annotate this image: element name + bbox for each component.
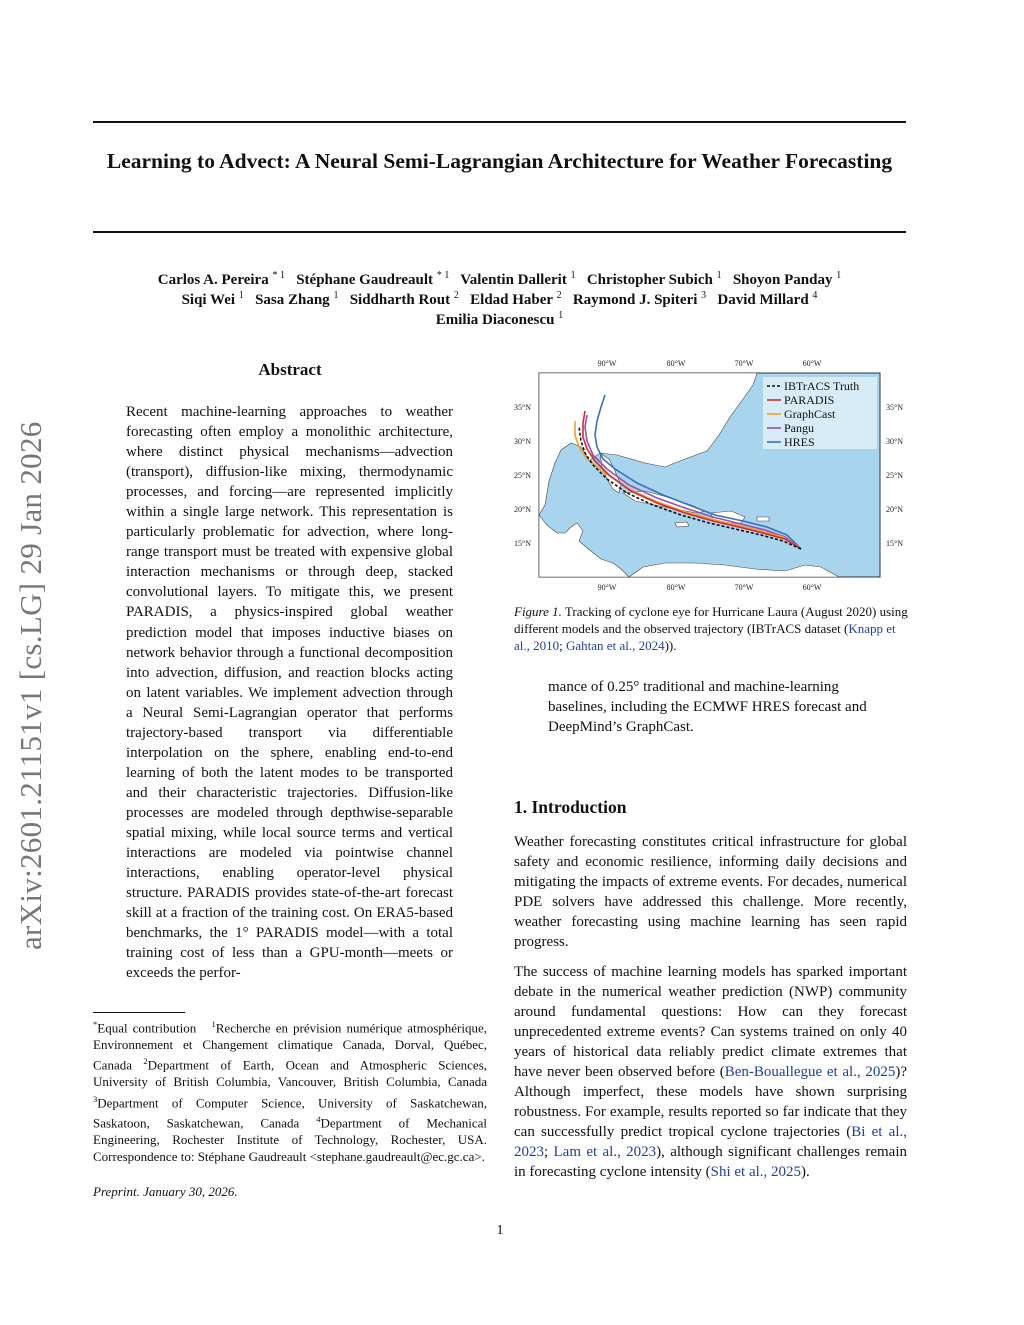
abstract-text: Recent machine-learning approaches to weather forecasting often employ a monolithic architecture, where distinct physical mechanisms—advection (transport), diffusion-like mixing, thermodynamic processes, and forcing—are represented implicitly within a single large network. This representation is particularly problematic for advection, where long-range transport must be treated with expensive global interaction mechanisms or through deep, stacked convolutional layers. To mitigate this, we present PARADIS, a physics-inspired global weather prediction model that imposes inductive biases on network behavior through a functional decomposition into advection, diffusion, and reaction blocks acting on latent variables. We implement advection through a Neural Semi-Lagrangian operator that performs trajectory-based transport via differentiable interpolation on the sphere, enabling end-to-end learning of both the latent modes to be transported and their characteristic trajectories. Diffusion-like processes are modeled through depthwise-separable spatial mixing, while local source terms and vertical interactions are modeled via pointwise channel interactions, enabling operator-level physical structure. PARADIS provides state-of-the-art forecast skill at a fraction of the training cost. On ERA5-based benchmarks, the 1° PARADIS model—with a total training cost of less than a GPU-month—meets or exceeds the perfor-	[126, 404, 453, 982]
lon-label-bottom: 90°W	[597, 583, 617, 592]
figure-caption	[514, 603, 908, 654]
author-affiliation: * 1	[436, 270, 450, 281]
lat-label-right: 20°N	[886, 505, 903, 514]
paragraph-text: The success of machine learning models has sparked important debate in the numerical weather prediction (NWP) community around fundamental questions: How can they forecast unprecedented extreme events? Can systems trained on only 40 years of historical data reliably predict climate extremes that have never been observed before (	[514, 964, 907, 1080]
author-affiliation: 2	[556, 290, 562, 301]
figure-label: Figure 1.	[514, 604, 562, 619]
footnote-correspondence: Correspondence to: Stéphane Gaudreault <stephane.gaudreault@ec.gc.ca>.	[93, 1148, 485, 1164]
caption-end: )).	[664, 638, 677, 653]
author-affiliation: * 1	[272, 270, 285, 281]
page-number: 1	[496, 1223, 504, 1238]
top-rule	[93, 121, 906, 123]
author-name: Siqi Wei	[181, 292, 236, 308]
citation-link[interactable]: Ben-Bouallegue et al., 2025	[724, 1064, 896, 1080]
lon-label-bottom: 80°W	[666, 583, 686, 592]
lat-label-right: 30°N	[886, 437, 903, 446]
footnote-aff1: Recherche en prévision numérique atmosphérique, Environnement et Changement climatique Canada, Dorval, Québec, Canada	[93, 1020, 487, 1073]
legend-label-graphcast: GraphCast	[784, 407, 836, 421]
citation-link[interactable]: Gahtan et al., 2024	[566, 638, 665, 653]
intro-paragraph-2	[514, 962, 907, 1182]
author-affiliation: 1	[570, 270, 576, 281]
footnote-aff3: Department of Computer Science, University of Saskatchewan, Saskatoon, Saskatchewan, Canada	[93, 1094, 487, 1131]
author-name: Siddharth Rout	[349, 292, 451, 308]
footnote-aff2: Department of Earth, Ocean and Atmospheric Sciences, University of British Columbia, Vancouver, British Columbia, Canada	[93, 1057, 487, 1090]
lat-label-right: 25°N	[886, 471, 903, 480]
abstract-heading: Abstract	[258, 360, 322, 379]
hurricane-track-figure	[505, 355, 915, 595]
paper-title: Learning to Advect: A Neural Semi-Lagrangian Architecture for Weather Forecasting	[106, 149, 893, 173]
paragraph-text: ).	[801, 1164, 810, 1180]
author-affiliation: 4	[812, 290, 818, 301]
lat-label-left: 25°N	[514, 471, 531, 480]
lon-label-bottom: 70°W	[734, 583, 754, 592]
author-affiliation: 2	[453, 290, 459, 301]
author-name: Stéphane Gaudreault	[296, 272, 434, 288]
citation-link[interactable]: Lam et al., 2023	[553, 1144, 657, 1160]
author-name: Valentin Dallerit	[460, 272, 567, 288]
footnote-equal: Equal contribution	[97, 1020, 197, 1036]
footnote: *Equal contribution $^1$Recherche en prévision numérique atmosphérique, Environnement et Changement climatique Canada, Dorval, Québec, Canada $^2$Department of Earth, Ocean and Atmospheric Sciences, University of British Columbia, Vancouver, British Columbia, Canada $^3$Department of Computer Science, University of Saskatchewan, Saskatoon, Saskatchewan, Canada $^4$Department of Mechanical Engineering, Rochester Institute of Technology, Rochester, USA. Correspondence to: Stéphane Gaudreault <stephane.gaudreault@ec.gc.ca>.	[93, 1019, 488, 1164]
footnote-aff4: Department of Mechanical Engineering, Rochester Institute of Technology, Rochester, USA.	[93, 1115, 488, 1148]
section-heading-introduction: 1. Introduction	[514, 797, 627, 817]
lon-label-top: 90°W	[597, 359, 617, 368]
author-affiliation: 1	[558, 310, 564, 321]
lat-label-left: 30°N	[514, 437, 531, 446]
preprint-date: Preprint. January 30, 2026.	[93, 1184, 238, 1199]
citation-link[interactable]: Shi et al., 2025	[710, 1164, 802, 1180]
author-name: Shoyon Panday	[732, 272, 833, 288]
map-land-puerto-rico	[757, 517, 769, 521]
author-name: Sasa Zhang	[255, 292, 330, 308]
title-bottom-rule	[93, 231, 906, 233]
citation-link[interactable]: Bi et al., 2023	[514, 1124, 907, 1160]
caption-separator: ;	[559, 638, 567, 653]
author-affiliation: 1	[836, 270, 842, 281]
lat-label-left: 15°N	[514, 539, 531, 548]
paragraph-text: ), although significant challenges remain in forecasting cyclone intensity (	[514, 1144, 907, 1180]
legend-label-hres: HRES	[784, 435, 815, 449]
map-land-jamaica	[675, 522, 689, 527]
lat-label-right: 15°N	[886, 539, 903, 548]
author-line-3	[93, 306, 906, 330]
legend-label-pangu: Pangu	[784, 421, 814, 435]
legend-label-paradis: PARADIS	[784, 393, 835, 407]
author-name: Christopher Subich	[586, 272, 713, 288]
author-name: David Millard	[717, 292, 809, 308]
author-affiliation: 1	[238, 290, 244, 301]
footnote-rule	[93, 1012, 185, 1013]
lat-label-right: 35°N	[886, 403, 903, 412]
paragraph-text: )? Although imperfect, these models have shown surprising robustness. For example, results reported so far indicate that they can successfully predict tropical cyclone trajectories (	[514, 1064, 908, 1140]
author-name: Carlos A. Pereira	[157, 272, 269, 288]
abstract-continuation: mance of 0.25° traditional and machine-learning baselines, including the ECMWF HRES forecast and DeepMind’s GraphCast.	[548, 679, 867, 735]
citation-link[interactable]: Knapp et al., 2010	[514, 621, 896, 653]
author-name: Eldad Haber	[470, 292, 553, 308]
lon-label-top: 60°W	[802, 359, 822, 368]
legend-label-truth: IBTrACS Truth	[784, 379, 860, 393]
lat-label-left: 20°N	[514, 505, 531, 514]
paragraph-text: ;	[544, 1144, 554, 1160]
author-affiliation: 3	[701, 290, 707, 301]
arxiv-identifier[interactable]: arXiv:2601.21151v1 [cs.LG] 29 Jan 2026	[13, 421, 48, 950]
lat-label-left: 35°N	[514, 403, 531, 412]
caption-text: Tracking of cyclone eye for Hurricane Laura (August 2020) using different models and the observed trajectory (IBTrACS dataset (	[514, 604, 908, 636]
author-name: Emilia Diaconescu	[435, 312, 555, 328]
author-name: Raymond J. Spiteri	[572, 292, 698, 308]
lon-label-top: 70°W	[734, 359, 754, 368]
intro-paragraph-1: Weather forecasting constitutes critical infrastructure for global safety and economic resilience, informing daily decisions and mitigating the impacts of extreme events. For decades, numerical PDE solvers have addressed this challenge. More recently, weather forecasting using machine learning has seen rapid progress.	[514, 834, 907, 950]
lon-label-bottom: 60°W	[802, 583, 822, 592]
author-affiliation: 1	[716, 270, 722, 281]
lon-label-top: 80°W	[666, 359, 686, 368]
author-affiliation: 1	[333, 290, 339, 301]
